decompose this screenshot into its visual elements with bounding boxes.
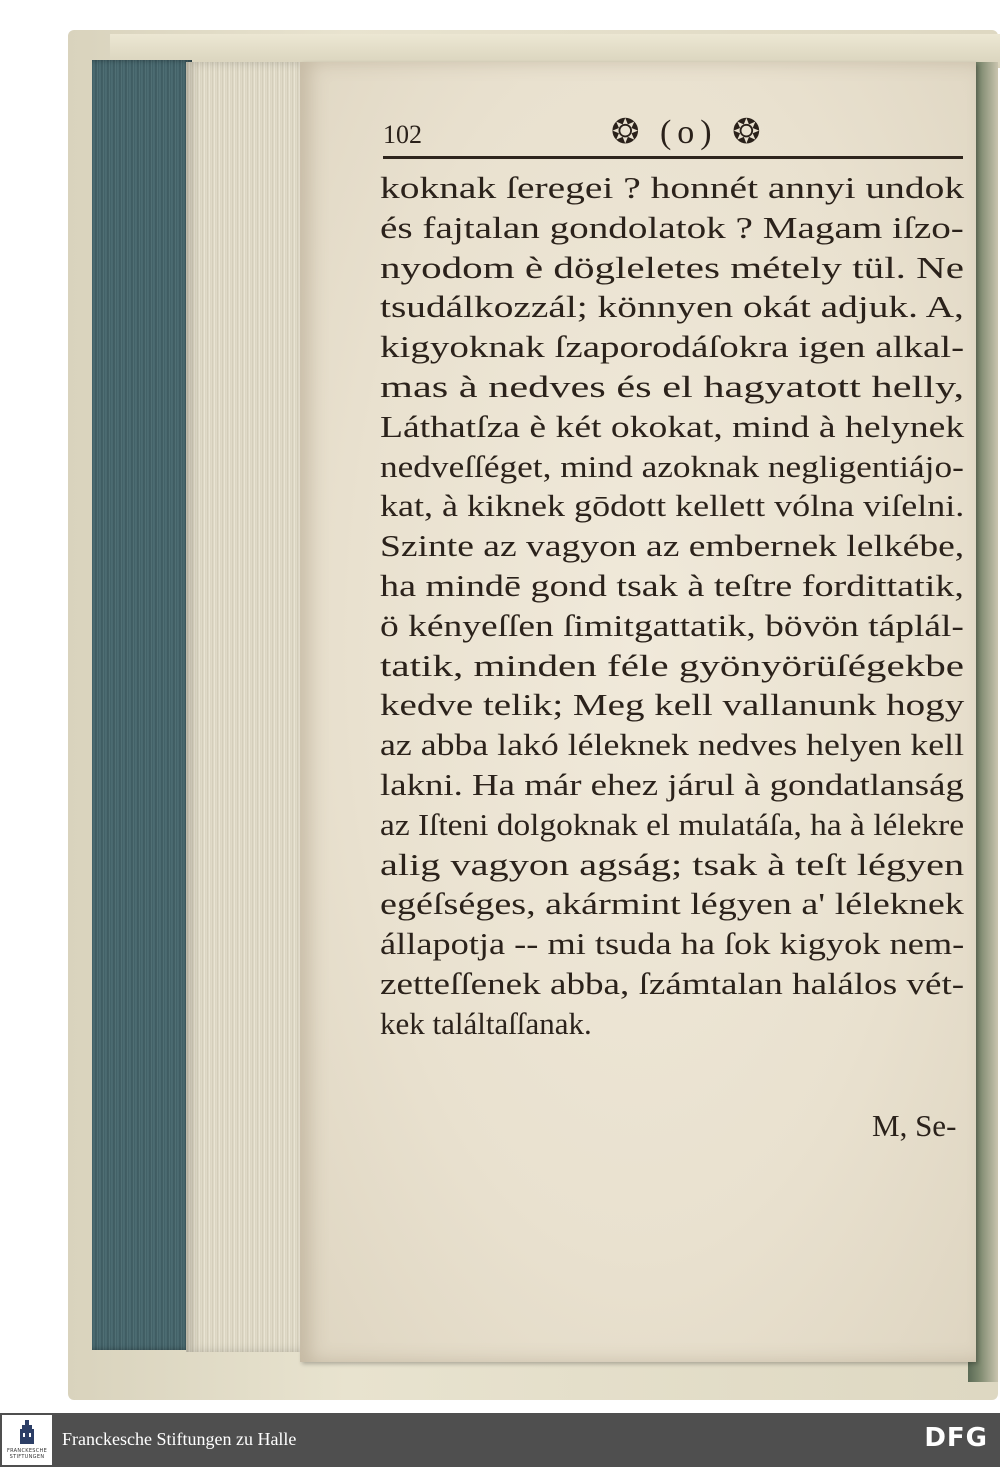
text-line-content: kigyoknak ſzaporodáſokra igen alkal- [380, 329, 965, 365]
text-line [380, 805, 970, 845]
text-line [380, 765, 970, 805]
text-line-content: az Iſteni dolgoknak el mulatáſa, ha à lélekre [380, 806, 965, 842]
text-line [380, 924, 970, 964]
page-header [383, 112, 963, 158]
text-line [380, 287, 970, 327]
text-line [380, 566, 970, 606]
header-rule [383, 156, 963, 159]
viewer-footer [0, 1413, 1000, 1467]
text-line-content: lakni. Ha már ehez járul à gondatlanság [380, 766, 964, 802]
text-line [380, 447, 970, 487]
text-line-content: ha mindē gond tsak à teſtre fordittatik, [380, 567, 964, 603]
text-line-content: koknak ſeregei ? honnét annyi undok [380, 170, 965, 205]
text-line-content: tsudálkozzál; könnyen okát adjuk. A, [380, 289, 964, 325]
text-line-content: tatik, minden féle gyönyörüſégekbe [380, 647, 965, 683]
text-line [380, 964, 970, 1004]
text-line-content: és fajtalan gondolatok ? Magam iſzo- [380, 209, 964, 245]
text-line-content: Láthatſza è két okokat, mind à helynek [380, 408, 965, 444]
text-line [380, 685, 970, 725]
text-line-content: nedveſſéget, mind azoknak negligentiájo- [380, 448, 964, 484]
text-line [380, 486, 970, 526]
building-icon [19, 1420, 35, 1444]
text-line [380, 248, 970, 288]
text-line-content: Szinte az vagyon az embernek lelkébe, [380, 528, 965, 564]
text-line-content: az abba lakó léleknek nedves helyen kell [380, 727, 965, 763]
text-line [380, 168, 970, 208]
text-line-content: kat, à kiknek gōdott kellett vólna viſelni. [380, 488, 965, 524]
catchword: M, Se- [872, 1108, 957, 1143]
dfg-logo: DFG [924, 1423, 988, 1453]
page-number: 102 [383, 120, 422, 149]
text-line [380, 845, 970, 885]
text-line-content: mas à nedves és el hagyatott helly, [380, 368, 965, 404]
logo-text: FRANCKESCHE STIFTUNGEN [6, 1448, 48, 1460]
text-line [380, 725, 970, 765]
text-line [380, 884, 970, 924]
text-line [380, 1004, 970, 1044]
text-line-content: zetteſſenek abba, ſzámtalan halálos vét- [380, 965, 965, 1001]
text-line-content: kek találtaſſanak. [380, 1005, 592, 1041]
text-line [380, 367, 970, 407]
fore-edge [92, 60, 192, 1350]
text-line-content: állapotja -- mi tsuda ha ſok kigyok nem- [380, 926, 965, 962]
institution-logo [2, 1415, 52, 1465]
header-ornament: ❂ (o) ❂ [611, 114, 767, 151]
page-stack [186, 62, 304, 1352]
text-line-content: alig vagyon agság; tsak à teſt légyen [380, 846, 965, 882]
text-line [380, 646, 970, 686]
body-text [380, 168, 970, 1044]
text-line [380, 407, 970, 447]
text-line [380, 606, 970, 646]
text-line [380, 208, 970, 248]
text-line [380, 327, 970, 367]
text-line-content: nyodom è dögleletes métely tül. Ne [380, 249, 965, 285]
text-line-content: egéſséges, akármint légyen a' léleknek [380, 886, 964, 922]
text-line-content: ö kényeſſen ſimitgattatik, bövön táplál- [380, 607, 964, 643]
text-line [380, 526, 970, 566]
text-line-content: kedve telik; Meg kell vallanunk hogy [380, 687, 965, 723]
institution-name: Franckesche Stiftungen zu Halle [62, 1429, 297, 1449]
